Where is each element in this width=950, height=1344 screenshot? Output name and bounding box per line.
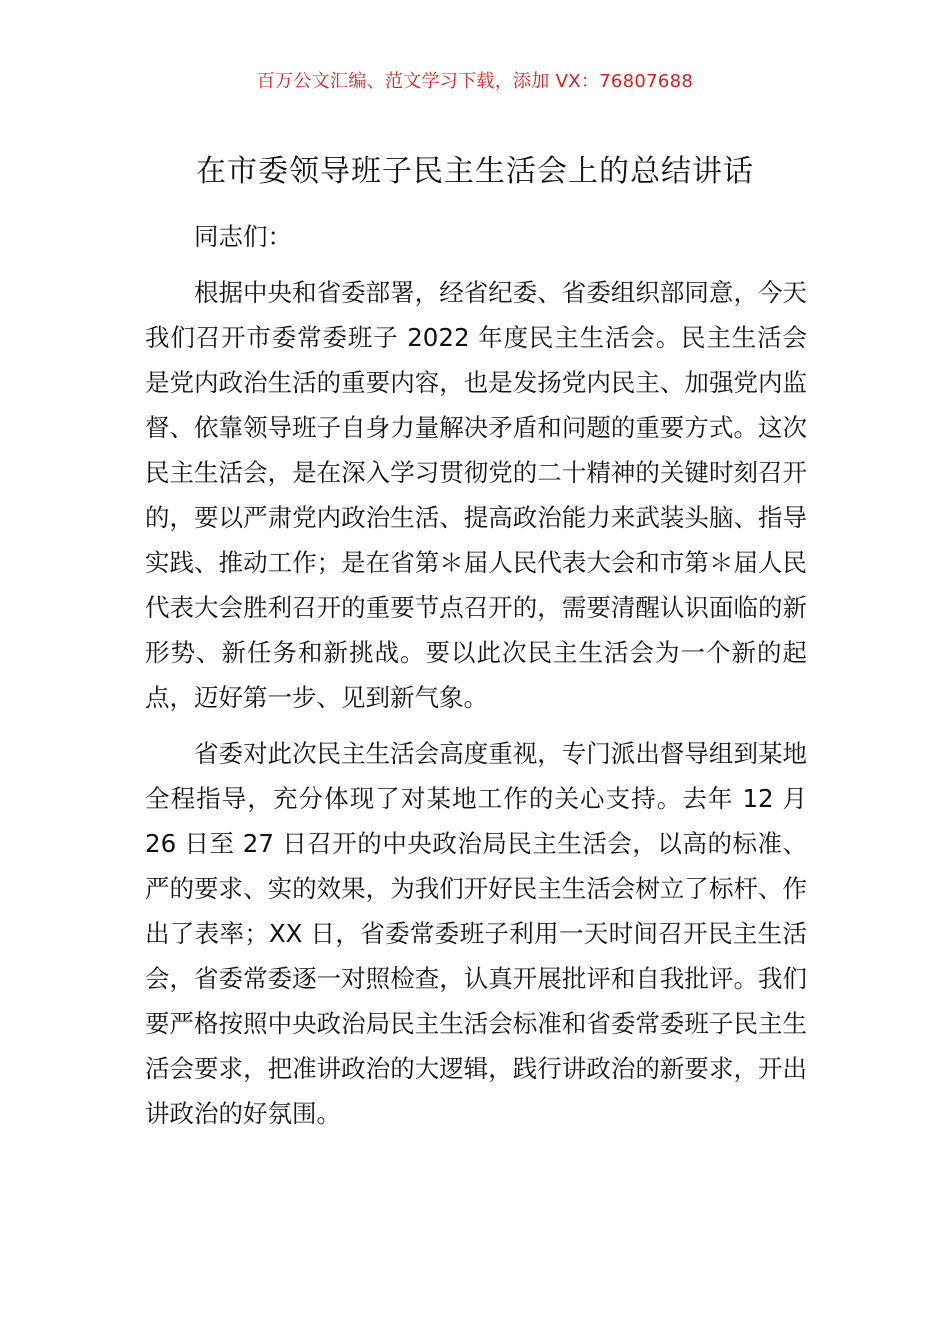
paragraph-2: 省委对此次民主生活会高度重视，专门派出督导组到某地全程指导，充分体现了对某地工作的关心支持。去年 12 月 26 日至 27 日召开的中央政治局民主生活会，以高的标准、严的要求、实的效果，为我们开好民主生活会树立了标杆、作出了表率；XX 日，省委常委班子利用一天时间召开民主生活会，省委常委逐一对照检查，认真开展批评和自我批评。我们要严格按照中央政治局民主生活会标准和省委常委班子民主生活会要求，把准讲政治的大逻辑，践行讲政治的新要求，开出讲政治的好氛围。 — [145, 739, 807, 1128]
document-title: 在市委领导班子民主生活会上的总结讲话 — [196, 154, 754, 189]
greeting: 同志们： — [194, 222, 292, 251]
document-body — [145, 214, 807, 1147]
paragraph-1: 根据中央和省委部署，经省纪委、省委组织部同意，今天我们召开市委常委班子 2022 年度民主生活会。民主生活会是党内政治生活的重要内容，也是发扬党内民主、加强党内监督、依靠领导班子自身力量解决矛盾和问题的重要方式。这次民主生活会，是在深入学习贯彻党的二十精神的关键时刻召开的，要以严肃党内政治生活、提高政治能力来武装头脑、指导实践、推动工作；是在省第＊届人民代表大会和市第＊届人民代表大会胜利召开的重要节点召开的，需要清醒认识面临的新形势、新任务和新挑战。要以此次民主生活会为一个新的起点，迈好第一步、见到新气象。 — [145, 278, 807, 712]
header-watermark-note: 百万公文汇编、范文学习下载，添加 VX：76807688 — [256, 71, 694, 92]
